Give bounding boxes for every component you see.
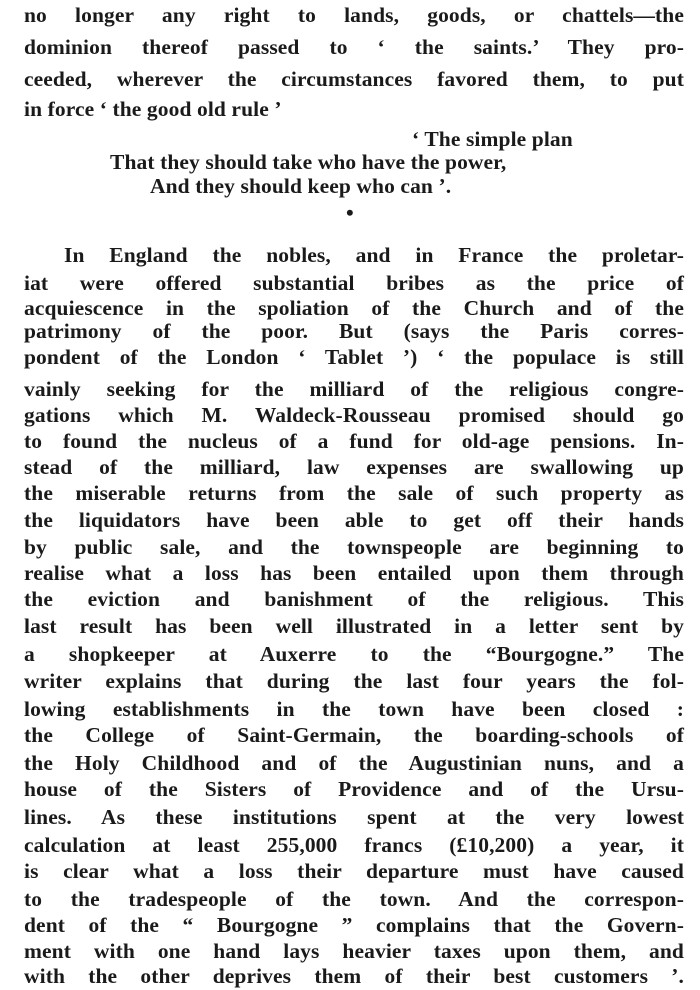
paragraph-1-line-3: ceeded, wherever the circumstances favored them, to put (24, 67, 684, 91)
paragraph-2-line-3: acquiescence in the spoliation of the Church and of the (24, 296, 684, 320)
paragraph-2-line-19: the College of Saint-Germain, the boarding-schools of (24, 723, 684, 747)
verse-line-3: And they should keep who can ’. (150, 174, 452, 198)
paragraph-2-line-27: ment with one hand lays heavier taxes upon them, and (24, 939, 684, 963)
paragraph-2-line-28: with the other deprives them of their best customers ’. (24, 964, 684, 988)
section-separator: • (346, 200, 354, 225)
paragraph-2-line-16: a shopkeeper at Auxerre to the “Bourgogne.” The (24, 642, 684, 666)
paragraph-2-line-22: lines. As these institutions spent at the very lowest (24, 805, 684, 829)
paragraph-2-line-20: the Holy Childhood and of the Augustinian nuns, and a (24, 751, 684, 775)
paragraph-2-line-14: the eviction and banishment of the religious. This (24, 587, 684, 611)
paragraph-2-line-21: house of the Sisters of Providence and of the Ursu- (24, 777, 684, 801)
paragraph-2-line-10: the miserable returns from the sale of such property as (24, 481, 684, 505)
paragraph-2-line-18: lowing establishments in the town have been closed : (24, 697, 684, 721)
paragraph-2-line-1: In England the nobles, and in France the proletar- (64, 243, 684, 267)
paragraph-2-line-5: pondent of the London ‘ Tablet ’) ‘ the populace is still (24, 345, 684, 369)
paragraph-2-line-26: dent of the “ Bourgogne ” complains that the Govern- (24, 913, 684, 937)
paragraph-2-line-23: calculation at least 255,000 francs (£10,200) a year, it (24, 833, 684, 857)
paragraph-2-line-25: to the tradespeople of the town. And the correspon- (24, 887, 684, 911)
paragraph-1-line-4: in force ‘ the good old rule ’ (24, 97, 282, 121)
paragraph-2-line-8: to found the nucleus of a fund for old-age pensions. In- (24, 429, 684, 453)
paragraph-2-line-17: writer explains that during the last four years the fol- (24, 669, 684, 693)
paragraph-2-line-6: vainly seeking for the milliard of the religious congre- (24, 377, 684, 401)
paragraph-2-line-12: by public sale, and the townspeople are beginning to (24, 535, 684, 559)
paragraph-1-line-2: dominion thereof passed to ‘ the saints.’ They pro- (24, 35, 684, 59)
verse-line-2: That they should take who have the power, (110, 150, 507, 174)
paragraph-2-line-15: last result has been well illustrated in a letter sent by (24, 614, 684, 638)
paragraph-2-line-7: gations which M. Waldeck-Rousseau promised should go (24, 403, 684, 427)
verse-line-1: ‘ The simple plan (412, 127, 573, 151)
paragraph-2-line-4: patrimony of the poor. But (says the Paris corres- (24, 319, 684, 343)
paragraph-2-line-11: the liquidators have been able to get off their hands (24, 508, 684, 532)
paragraph-2-line-9: stead of the milliard, law expenses are swallowing up (24, 455, 684, 479)
paragraph-1-line-1: no longer any right to lands, goods, or chattels—the (24, 3, 684, 27)
paragraph-2-line-2: iat were offered substantial bribes as the price of (24, 271, 684, 295)
paragraph-2-line-13: realise what a loss has been entailed upon them through (24, 561, 684, 585)
paragraph-2-line-24: is clear what a loss their departure must have caused (24, 859, 684, 883)
